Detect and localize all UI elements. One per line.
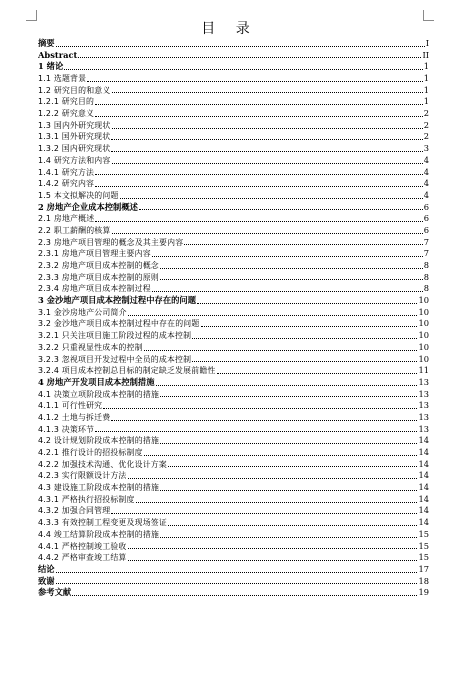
toc-entry-label: 1.4.1 研究方法 bbox=[38, 167, 95, 177]
toc-entry-label: 2 房地产企业成本控制概述 bbox=[38, 201, 138, 212]
toc-entry[interactable] bbox=[38, 377, 429, 389]
toc-entry-label: 2.3.3 房地产项目成本控制的原则 bbox=[38, 272, 159, 282]
toc-entry-page: 1 bbox=[423, 96, 429, 107]
toc-entry-label: 1.3.1 国外研究现状 bbox=[38, 132, 111, 142]
toc-entry[interactable] bbox=[38, 541, 429, 553]
toc-entry-label: 3.2.4 项目成本控制总目标的制定缺乏发展前瞻性 bbox=[38, 366, 216, 376]
toc-entry-label: 结论 bbox=[38, 563, 55, 574]
toc-entry[interactable] bbox=[38, 517, 429, 529]
toc-entry[interactable] bbox=[38, 506, 429, 518]
toc-entry[interactable] bbox=[38, 482, 429, 494]
toc-leader-dots bbox=[103, 408, 417, 409]
toc-entry-page: 10 bbox=[418, 306, 429, 317]
toc-entry-page: 14 bbox=[418, 447, 429, 458]
toc-leader-dots bbox=[112, 233, 423, 234]
toc-entry[interactable] bbox=[38, 120, 429, 132]
toc-entry-page: 13 bbox=[418, 388, 429, 399]
toc-leader-dots bbox=[111, 139, 422, 140]
toc-entry-page: 14 bbox=[418, 517, 429, 528]
toc-entry-page: 4 bbox=[423, 166, 429, 177]
toc-leader-dots bbox=[201, 326, 418, 327]
toc-leader-dots bbox=[95, 116, 423, 117]
toc-entry-label: 3.1 金沙房地产公司简介 bbox=[38, 307, 127, 317]
toc-leader-dots bbox=[156, 385, 418, 386]
toc-entry-page: 8 bbox=[423, 283, 429, 294]
toc-entry[interactable] bbox=[38, 225, 429, 237]
toc-leader-dots bbox=[160, 268, 423, 269]
toc-leader-dots bbox=[136, 502, 418, 503]
toc-entry-page: 4 bbox=[423, 189, 429, 200]
toc-entry[interactable] bbox=[38, 319, 429, 331]
toc-leader-dots bbox=[95, 104, 423, 105]
toc-leader-dots bbox=[144, 455, 418, 456]
toc-entry-label: 4.4.1 严格控制竣工验收 bbox=[38, 541, 127, 551]
toc-leader-dots bbox=[217, 373, 418, 374]
toc-entry[interactable] bbox=[38, 143, 429, 155]
toc-entry-label: 3.2.1 只关注项目施工阶段过程的成本控制 bbox=[38, 331, 192, 341]
toc-entry-label: 4.2.3 实行限额设计方法 bbox=[38, 471, 127, 481]
toc-entry-page: 2 bbox=[423, 131, 429, 142]
toc-entry-page: 3 bbox=[423, 143, 429, 154]
toc-entry[interactable] bbox=[38, 330, 429, 342]
toc-entry-page: 19 bbox=[418, 587, 429, 598]
toc-leader-dots bbox=[168, 525, 417, 526]
toc-entry[interactable] bbox=[38, 354, 429, 366]
toc-entry[interactable] bbox=[38, 167, 429, 179]
toc-entry-label: 参考文献 bbox=[38, 587, 72, 598]
toc-entry-label: 1.5 本文拟解决的问题 bbox=[38, 190, 119, 200]
toc-entry[interactable] bbox=[38, 190, 429, 202]
toc-leader-dots bbox=[160, 279, 423, 280]
toc-leader-dots bbox=[168, 466, 417, 467]
toc-entry-label: 3.2.2 只重视显性成本的控制 bbox=[38, 342, 143, 352]
toc-entry-label: 1.4.2 研究内容 bbox=[38, 179, 95, 189]
toc-entry-page: 6 bbox=[423, 225, 429, 235]
toc-entry-label: 1.2.2 研究意义 bbox=[38, 109, 95, 119]
toc-entry-page: 14 bbox=[418, 482, 429, 493]
toc-entry[interactable] bbox=[38, 213, 429, 225]
toc-entry-page: 4 bbox=[423, 154, 429, 165]
toc-leader-dots bbox=[184, 244, 422, 245]
toc-leader-dots bbox=[112, 128, 423, 129]
toc-entry[interactable] bbox=[38, 155, 429, 167]
toc-entry[interactable] bbox=[38, 494, 429, 506]
toc-entry[interactable] bbox=[38, 237, 429, 249]
toc-entry[interactable] bbox=[38, 564, 429, 576]
toc-leader-dots bbox=[111, 420, 417, 421]
toc-entry-page: 10 bbox=[418, 341, 429, 352]
toc-entry[interactable] bbox=[38, 307, 429, 319]
toc-entry-page: 18 bbox=[418, 575, 429, 586]
toc-leader-dots bbox=[192, 361, 417, 362]
toc-leader-dots bbox=[112, 92, 423, 93]
toc-entry-label: 4.3.3 有效控制工程变更及现场签证 bbox=[38, 518, 167, 528]
toc-leader-dots bbox=[111, 513, 417, 514]
toc-entry-page: 1 bbox=[423, 84, 429, 95]
toc-entry[interactable] bbox=[38, 552, 429, 564]
toc-leader-dots bbox=[120, 198, 423, 199]
toc-entry[interactable] bbox=[38, 587, 429, 599]
toc-entry-page: 15 bbox=[418, 528, 429, 539]
toc-entry-page: 10 bbox=[418, 318, 429, 329]
toc-leader-dots bbox=[64, 69, 422, 70]
toc-entry-label: 1.3 国内外研究现状 bbox=[38, 120, 111, 130]
toc-entry-page: 11 bbox=[418, 365, 429, 376]
toc-leader-dots bbox=[78, 57, 421, 58]
toc-entry-label: 4.4 竣工结算阶段成本控制的措施 bbox=[38, 529, 160, 539]
toc-entry-label: 4 房地产开发项目成本控制措施 bbox=[38, 376, 155, 387]
toc-leader-dots bbox=[197, 303, 417, 304]
toc-entry-label: 2.1 房地产概述 bbox=[38, 214, 95, 224]
toc-entry-page: 14 bbox=[418, 493, 429, 504]
toc-leader-dots bbox=[128, 315, 418, 316]
toc-entry[interactable] bbox=[38, 85, 429, 97]
toc-entry-label: Abstract bbox=[38, 49, 78, 60]
toc-entry-page: 7 bbox=[423, 248, 429, 259]
toc-leader-dots bbox=[56, 572, 418, 573]
toc-entry-page: 4 bbox=[423, 178, 429, 189]
toc-entry-page: 7 bbox=[423, 236, 429, 247]
toc-entry-page: 15 bbox=[418, 552, 429, 563]
toc-leader-dots bbox=[152, 291, 423, 292]
toc-leader-dots bbox=[160, 490, 417, 491]
toc-leader-dots bbox=[152, 256, 423, 257]
toc-entry-label: 2.3.2 房地产项目成本控制的概念 bbox=[38, 261, 159, 271]
toc-entry-label: 4.2.1 推行设计的招投标制度 bbox=[38, 448, 143, 458]
toc-entry-page: II bbox=[422, 49, 429, 60]
toc-entry-label: 2.3 房地产项目管理的概念及其主要内容 bbox=[38, 237, 184, 247]
toc-leader-dots bbox=[128, 478, 418, 479]
toc-entry[interactable] bbox=[38, 73, 429, 85]
toc-entry[interactable] bbox=[38, 260, 429, 272]
toc-entry-label: 4.3.1 严格执行招投标制度 bbox=[38, 494, 135, 504]
toc-leader-dots bbox=[139, 209, 423, 210]
toc-entry-page: 15 bbox=[418, 540, 429, 551]
toc-entry-page: I bbox=[425, 38, 429, 48]
toc-leader-dots bbox=[72, 595, 417, 596]
toc-title: 目 录 bbox=[201, 21, 258, 37]
toc-entry[interactable] bbox=[38, 295, 429, 307]
toc-entry-page: 2 bbox=[423, 119, 429, 130]
toc-entry-page: 13 bbox=[418, 412, 429, 422]
toc-entry-page: 2 bbox=[423, 108, 429, 119]
toc-entry-page: 8 bbox=[423, 260, 429, 271]
toc-entry[interactable] bbox=[38, 283, 429, 295]
toc-entry-label: 3.2 金沙地产项目成本控制过程中存在的问题 bbox=[38, 319, 200, 329]
toc-entry-label: 致谢 bbox=[38, 575, 55, 586]
toc-leader-dots bbox=[160, 537, 417, 538]
toc-entry[interactable] bbox=[38, 248, 429, 260]
toc-entry[interactable] bbox=[38, 108, 429, 120]
toc-entry[interactable] bbox=[38, 272, 429, 284]
toc-entry-label: 1.3.2 国内研究现状 bbox=[38, 144, 111, 154]
toc-entry-page: 8 bbox=[423, 271, 429, 282]
toc-leader-dots bbox=[144, 350, 418, 351]
toc-entry-label: 1.2 研究目的和意义 bbox=[38, 85, 111, 95]
toc-entry-label: 1.4 研究方法和内容 bbox=[38, 155, 111, 165]
toc-entry-label: 4.1.3 决策环节 bbox=[38, 424, 95, 434]
toc-entry-label: 1.2.1 研究目的 bbox=[38, 97, 95, 107]
toc-entry[interactable] bbox=[38, 365, 429, 377]
toc-entry-label: 4.1.1 可行性研究 bbox=[38, 401, 103, 411]
toc-entry-page: 10 bbox=[418, 295, 429, 306]
toc-leader-dots bbox=[56, 46, 425, 47]
toc-entry-page: 6 bbox=[423, 201, 429, 212]
toc-entry-label: 4.1 决策立项阶段成本控制的措施 bbox=[38, 389, 160, 399]
toc-entry-page: 13 bbox=[418, 376, 429, 387]
toc-entry[interactable] bbox=[38, 459, 429, 471]
toc-entry-label: 2.2 职工薪酬的核算 bbox=[38, 225, 111, 235]
toc-leader-dots bbox=[128, 560, 418, 561]
toc-leader-dots bbox=[95, 431, 417, 432]
toc-entry-page: 10 bbox=[418, 353, 429, 364]
toc-entry-label: 4.1.2 土地与拆迁费 bbox=[38, 412, 111, 422]
toc-entry-page: 14 bbox=[418, 435, 429, 446]
toc-entry-label: 4.4.2 严格审查竣工结算 bbox=[38, 553, 127, 563]
toc-entry[interactable] bbox=[38, 342, 429, 354]
toc-entry[interactable] bbox=[38, 38, 429, 50]
toc-entry-page: 17 bbox=[418, 563, 429, 574]
toc-entry[interactable] bbox=[38, 61, 429, 73]
table-of-contents bbox=[38, 38, 429, 599]
toc-entry-label: 摘要 bbox=[38, 38, 55, 48]
toc-entry[interactable] bbox=[38, 435, 429, 447]
toc-entry[interactable] bbox=[38, 424, 429, 436]
toc-entry[interactable] bbox=[38, 470, 429, 482]
toc-entry[interactable] bbox=[38, 576, 429, 588]
toc-entry-label: 2.3.1 房地产项目管理主要内容 bbox=[38, 249, 151, 259]
toc-entry-label: 1.1 选题背景 bbox=[38, 74, 87, 84]
toc-entry-label: 4.2 设计规划阶段成本控制的措施 bbox=[38, 436, 160, 446]
toc-entry-label: 4.3 建设施工阶段成本控制的措施 bbox=[38, 483, 160, 493]
toc-entry-label: 4.3.2 加强合同管理 bbox=[38, 506, 111, 516]
toc-entry-label: 4.2.2 加强技术沟通、优化设计方案 bbox=[38, 459, 167, 469]
toc-entry[interactable] bbox=[38, 132, 429, 144]
toc-entry[interactable] bbox=[38, 50, 429, 62]
toc-entry[interactable] bbox=[38, 96, 429, 108]
toc-leader-dots bbox=[56, 583, 418, 584]
toc-entry-label: 3.2.3 忽视项目开发过程中全员的成本控制 bbox=[38, 354, 192, 364]
toc-leader-dots bbox=[192, 338, 417, 339]
toc-entry-page: 14 bbox=[418, 458, 429, 469]
toc-entry-page: 14 bbox=[418, 505, 429, 516]
toc-leader-dots bbox=[95, 186, 423, 187]
toc-leader-dots bbox=[128, 548, 418, 549]
toc-entry-page: 1 bbox=[423, 61, 429, 72]
toc-entry-page: 10 bbox=[418, 330, 429, 341]
toc-entry-label: 1 绪论 bbox=[38, 61, 64, 72]
toc-leader-dots bbox=[160, 396, 417, 397]
toc-entry-page: 13 bbox=[418, 400, 429, 411]
toc-entry[interactable] bbox=[38, 412, 429, 424]
toc-entry-label: 3 金沙地产项目成本控制过程中存在的问题 bbox=[38, 295, 197, 306]
toc-entry[interactable] bbox=[38, 202, 429, 214]
toc-leader-dots bbox=[87, 81, 422, 82]
toc-leader-dots bbox=[95, 221, 422, 222]
toc-entry-page: 1 bbox=[423, 73, 429, 84]
toc-entry[interactable] bbox=[38, 389, 429, 401]
toc-leader-dots bbox=[160, 443, 417, 444]
toc-leader-dots bbox=[112, 163, 423, 164]
toc-leader-dots bbox=[111, 151, 422, 152]
toc-entry[interactable] bbox=[38, 400, 429, 412]
toc-entry-page: 13 bbox=[418, 423, 429, 434]
toc-entry-page: 6 bbox=[423, 213, 429, 224]
toc-entry-page: 14 bbox=[418, 470, 429, 481]
toc-entry[interactable] bbox=[38, 447, 429, 459]
toc-entry[interactable] bbox=[38, 529, 429, 541]
toc-entry-label: 2.3.4 房地产项目成本控制过程 bbox=[38, 284, 151, 294]
toc-leader-dots bbox=[95, 174, 423, 175]
toc-entry[interactable] bbox=[38, 178, 429, 190]
